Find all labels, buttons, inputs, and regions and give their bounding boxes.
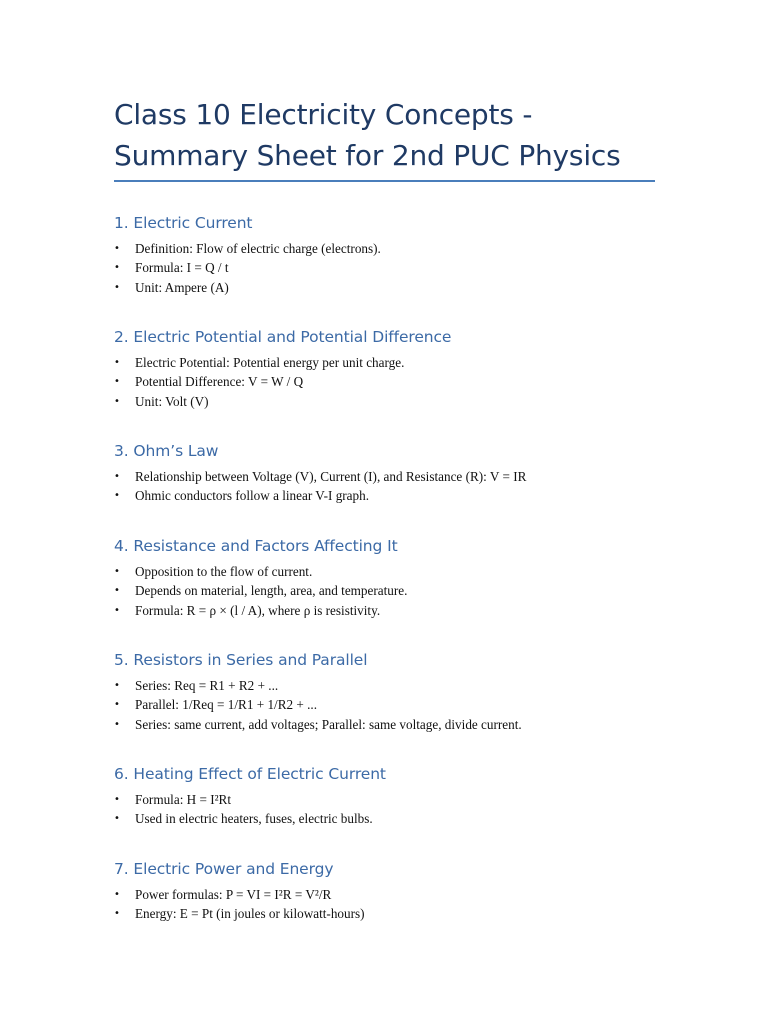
list-item-text: Relationship between Voltage (V), Current (I), and Resistance (R): V = IR bbox=[135, 469, 527, 484]
section-electric-current bbox=[114, 213, 714, 297]
list-item bbox=[114, 695, 714, 714]
bullet-icon: • bbox=[114, 357, 120, 368]
list-item-text: Potential Difference: V = W / Q bbox=[135, 374, 304, 390]
bullet-icon: • bbox=[114, 471, 120, 482]
list-item-text: Formula: H = I²Rt bbox=[135, 792, 232, 807]
section-heading: 1. Electric Current bbox=[114, 214, 253, 232]
bullet-icon: • bbox=[114, 699, 120, 711]
list-item bbox=[114, 562, 714, 581]
bullet-list bbox=[114, 562, 714, 620]
list-item bbox=[114, 258, 714, 277]
document-title: Class 10 Electricity Concepts - Summary Sheet for 2nd PUC Physics bbox=[114, 98, 621, 172]
section-heading: 3. Ohm’s Law bbox=[114, 442, 219, 460]
section-electric-potential bbox=[114, 327, 714, 411]
bullet-icon: • bbox=[114, 908, 120, 920]
list-item bbox=[114, 676, 714, 695]
section-power-energy bbox=[114, 859, 714, 924]
bullet-icon: • bbox=[114, 889, 120, 900]
bullet-icon: • bbox=[114, 566, 120, 577]
section-resistance bbox=[114, 536, 714, 620]
bullet-icon: • bbox=[114, 585, 120, 597]
section-ohms-law bbox=[114, 441, 714, 506]
list-item bbox=[114, 904, 714, 923]
list-item-text: Unit: Volt (V) bbox=[135, 393, 209, 409]
list-item bbox=[114, 581, 714, 600]
list-item-text: Formula: R = ρ × (l / A), where ρ is resistivity. bbox=[135, 602, 381, 618]
bullet-icon: • bbox=[114, 490, 120, 502]
list-item bbox=[114, 486, 714, 505]
bullet-list bbox=[114, 790, 714, 829]
section-heading: 6. Heating Effect of Electric Current bbox=[114, 765, 386, 783]
bullet-list bbox=[114, 239, 714, 297]
list-item-text: Electric Potential: Potential energy per unit charge. bbox=[135, 355, 405, 370]
list-item bbox=[114, 467, 714, 486]
bullet-icon: • bbox=[114, 680, 120, 691]
list-item bbox=[114, 372, 714, 391]
bullet-list bbox=[114, 676, 714, 734]
bullet-icon: • bbox=[114, 376, 120, 388]
list-item bbox=[114, 353, 714, 372]
section-heading: 7. Electric Power and Energy bbox=[114, 860, 334, 878]
bullet-icon: • bbox=[114, 243, 120, 254]
section-heating-effect bbox=[114, 764, 714, 829]
list-item bbox=[114, 790, 714, 809]
bullet-icon: • bbox=[114, 395, 120, 407]
list-item-text: Formula: I = Q / t bbox=[135, 260, 229, 276]
list-item bbox=[114, 239, 714, 258]
list-item bbox=[114, 601, 714, 620]
list-item bbox=[114, 809, 714, 828]
list-item-text: Unit: Ampere (A) bbox=[135, 279, 229, 295]
list-item-text: Parallel: 1/Req = 1/R1 + 1/R2 + ... bbox=[135, 697, 318, 713]
bullet-list bbox=[114, 353, 714, 411]
bullet-icon: • bbox=[114, 262, 120, 274]
bullet-icon: • bbox=[114, 813, 120, 825]
list-item bbox=[114, 885, 714, 904]
list-item-text: Series: same current, add voltages; Parallel: same voltage, divide current. bbox=[135, 716, 522, 732]
bullet-icon: • bbox=[114, 281, 120, 293]
list-item-text: Ohmic conductors follow a linear V-I graph. bbox=[135, 488, 370, 504]
list-item-text: Series: Req = R1 + R2 + ... bbox=[135, 678, 279, 693]
list-item-text: Used in electric heaters, fuses, electric bulbs. bbox=[135, 811, 373, 827]
bullet-list bbox=[114, 885, 714, 924]
section-heading: 4. Resistance and Factors Affecting It bbox=[114, 537, 398, 555]
list-item-text: Power formulas: P = VI = I²R = V²/R bbox=[135, 887, 332, 902]
list-item-text: Definition: Flow of electric charge (electrons). bbox=[135, 241, 381, 256]
section-heading: 2. Electric Potential and Potential Difference bbox=[114, 328, 452, 346]
title-underline bbox=[114, 180, 655, 182]
list-item-text: Energy: E = Pt (in joules or kilowatt-hours) bbox=[135, 906, 365, 922]
bullet-icon: • bbox=[114, 794, 120, 805]
section-series-parallel bbox=[114, 650, 714, 734]
list-item-text: Opposition to the flow of current. bbox=[135, 564, 313, 579]
section-heading: 5. Resistors in Series and Parallel bbox=[114, 651, 368, 669]
list-item bbox=[114, 715, 714, 734]
list-item bbox=[114, 392, 714, 411]
bullet-icon: • bbox=[114, 604, 120, 616]
bullet-list bbox=[114, 467, 714, 506]
list-item-text: Depends on material, length, area, and temperature. bbox=[135, 583, 408, 599]
list-item bbox=[114, 278, 714, 297]
bullet-icon: • bbox=[114, 718, 120, 730]
